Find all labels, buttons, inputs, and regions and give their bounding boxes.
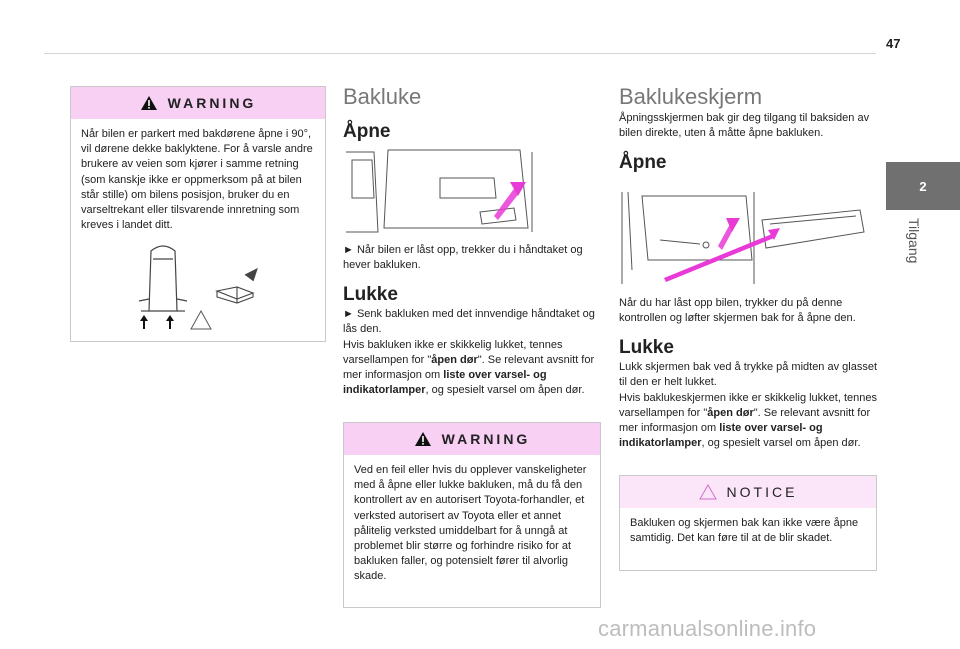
warning-text: Når bilen er parkert med bakdørene åpne i 90°, vil dørene dekke baklyktene. For å varsle andre brukere av veien som kjører i samme retning (som kanskje ikke er oppmerksom på at bilen står stille) om bilens posisjon, bruker du en varseltrekant eller tilsvarende innretning som kreves i landet ditt. [81, 128, 313, 232]
warning-title: WARNING [167, 95, 257, 111]
warning-title: WARNING [441, 431, 531, 447]
section-title-bakluke: Bakluke [343, 84, 422, 109]
intro-text: Åpningsskjermen bak gir deg tilgang til baksiden av bilen direkte, uten å måtte åpne bakluken. [619, 112, 870, 140]
heading-close: Lukke [619, 337, 674, 358]
close-step: ► Senk bakluken med det innvendige håndtaket og lås den. [343, 308, 595, 336]
warning-box-tailgate [343, 422, 601, 608]
notice-box [619, 475, 877, 571]
heading-open: Åpne [343, 121, 391, 142]
notice-triangle-icon [699, 484, 717, 500]
chapter-label: Tilgang [906, 218, 922, 264]
header-rule [44, 53, 876, 54]
warning-text: Ved en feil eller hvis du opplever vanskeligheter med å åpne eller lukke bakluken, må du få den kontrollert av en autorisert Toyota-forhandler, et verksted autorisert av Toyota eller et annet pålitelig verksted umiddelbart for å unngå at problemet blir større og forhindre risiko for at bakluken faller, og potensielt fører til alvorlig skade. [354, 464, 587, 583]
notice-text: Bakluken og skjermen bak kan ikke være åpne samtidig. Det kan føre til at de blir skadet. [630, 517, 859, 545]
heading-close: Lukke [343, 284, 398, 305]
watermark: carmanualsonline.info [598, 616, 817, 641]
van-doors-open-illustration [133, 239, 273, 331]
chapter-number: 2 [919, 178, 927, 194]
warning-triangle-icon [414, 431, 432, 447]
open-instruction: ► Når bilen er låst opp, trekker du i håndtaket og hever bakluken. [343, 244, 583, 272]
warning-header [344, 423, 600, 455]
rear-screen-control-illustration [620, 190, 866, 286]
chapter-label-wrap [908, 218, 928, 278]
chapter-tab[interactable] [886, 162, 960, 210]
warning-box-parking [70, 86, 326, 342]
heading-open: Åpne [619, 152, 667, 173]
open-instruction: Når du har låst opp bilen, trykker du på denne kontrollen og løfter skjermen bak for å åpne den. [619, 297, 856, 325]
notice-title: NOTICE [726, 484, 798, 500]
manual-book-icon [217, 269, 257, 303]
notice-header [620, 476, 876, 508]
warning-triangle-icon [140, 95, 158, 111]
section-title-baklukeskjerm: Baklukeskjerm [619, 84, 763, 109]
tailgate-handle-illustration [344, 148, 536, 236]
close-instruction: ► Senk bakluken med det innvendige håndtaket og lås den. Hvis bakluken ikke er skikkelig lukket, tennes varsellampen for "åpen dør". Se relevant avsnitt for mer informasjon om liste over varsel- og indikatorlamper, og spesielt varsel om åpen dør. [343, 308, 595, 397]
warning-header [71, 87, 325, 119]
close-instruction: Lukk skjermen bak ved å trykke på midten av glasset til den er helt lukket. Hvis baklukeskjermen ikke er skikkelig lukket, tennes varsellampen for "åpen dør". Se relevant avsnitt for mer informasjon om liste over varsel- og indikatorlamper, og spesielt varsel om åpen dør. [619, 361, 878, 450]
page-number: 47 [886, 36, 901, 51]
